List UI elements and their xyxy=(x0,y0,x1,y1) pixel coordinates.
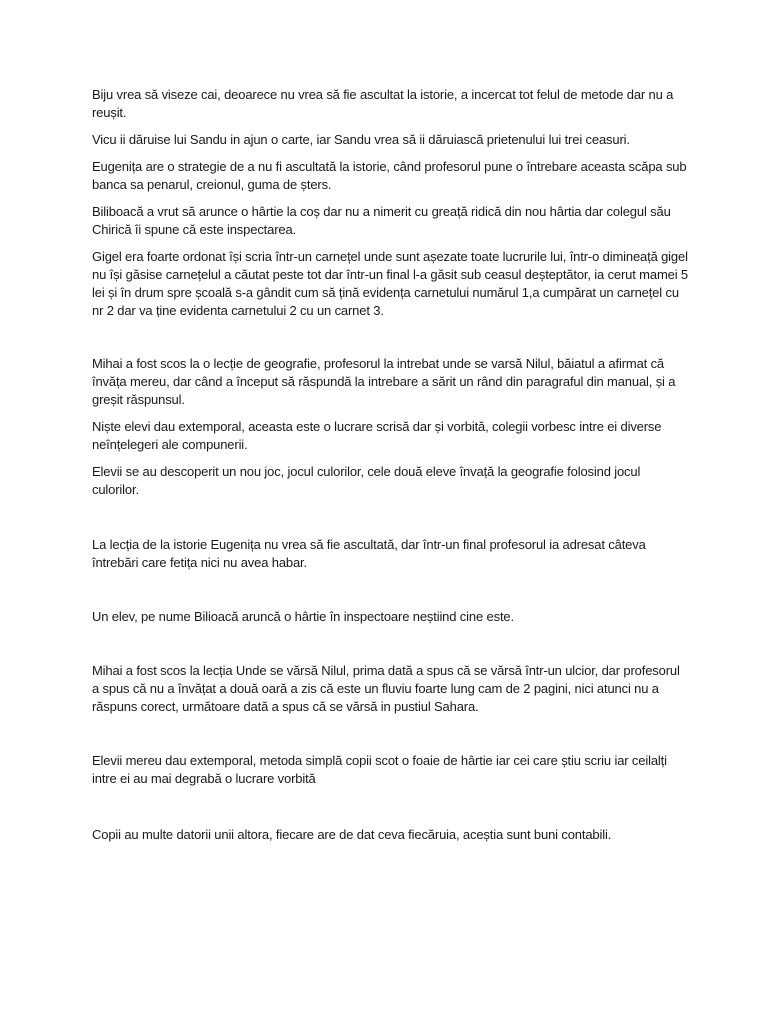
paragraph: Biju vrea să viseze cai, deoarece nu vrea să fie ascultat la istorie, a incercat tot felul de metode dar nu a reușit. xyxy=(92,87,674,120)
paragraph: Mihai a fost scos la o lecție de geografie, profesorul la intrebat unde se varsă Nilul, băiatul a afirmat că învăța mereu, dar când a început să răspundă la intrebare a sărit un rând din paragraful din manual, și a greșit răspunsul. xyxy=(92,356,676,407)
paragraph: Niște elevi dau extemporal, aceasta este o lucrare scrisă dar și vorbită, colegii vorbesc intre ei diverse neînțelegeri ale compunerii. xyxy=(92,419,662,452)
paragraph: Copii au multe datorii unii altora, fiecare are de dat ceva fiecăruia, aceștia sunt buni contabili. xyxy=(92,827,612,842)
paragraph: Elevii mereu dau extemporal, metoda simplă copii scot o foaie de hârtie iar cei care știu scriu iar ceilalți intre ei au mai degrabă o lucrare vorbită xyxy=(92,753,667,786)
paragraph: Un elev, pe nume Bilioacă aruncă o hârtie în inspectoare neștiind cine este. xyxy=(92,609,514,624)
paragraph: Gigel era foarte ordonat își scria într-un carnețel unde sunt așezate toate lucrurile lui, într-o dimineață gigel nu își găsise carnețelul a căutat peste tot dar într-un final l-a găsit sub ceasul deșteptător, ia cerut mamei 5 lei și în drum spre școală s-a gândit cum să țină evidența carnetului numărul 1,a cumpărat un carnețel cu nr 2 dar va ține evidenta carnetului 2 cu un carnet 3. xyxy=(92,249,688,318)
paragraph: Biliboacă a vrut să arunce o hârtie la coș dar nu a nimerit cu greață ridică din nou hârtia dar colegul său Chirică îi spune că este inspectarea. xyxy=(92,204,671,237)
paragraph: Mihai a fost scos la lecția Unde se vărsă Nilul, prima dată a spus că se vărsă într-un ulcior, dar profesorul a spus că nu a învățat a două oară a zis că este un fluviu foarte lung cam de 2 pagini, nici atunci nu a răspuns corect, următoare dată a spus că se vărsă in pustiul Sahara. xyxy=(92,663,680,714)
paragraph: Elevii se au descoperit un nou joc, jocul culorilor, cele două eleve învață la geografie folosind jocul culorilor. xyxy=(92,464,641,497)
paragraph: La lecția de la istorie Eugenița nu vrea să fie ascultată, dar într-un final profesorul ia adresat câteva întrebări care fetița nici nu avea habar. xyxy=(92,537,646,570)
paragraph: Vicu ii dăruise lui Sandu in ajun o carte, iar Sandu vrea să ii dăruiască prietenului lui trei ceasuri. xyxy=(92,132,630,147)
paragraph: Eugenița are o strategie de a nu fi ascultată la istorie, când profesorul pune o întrebare aceasta scăpa sub banca sa penarul, creionul, guma de șters. xyxy=(92,159,687,192)
